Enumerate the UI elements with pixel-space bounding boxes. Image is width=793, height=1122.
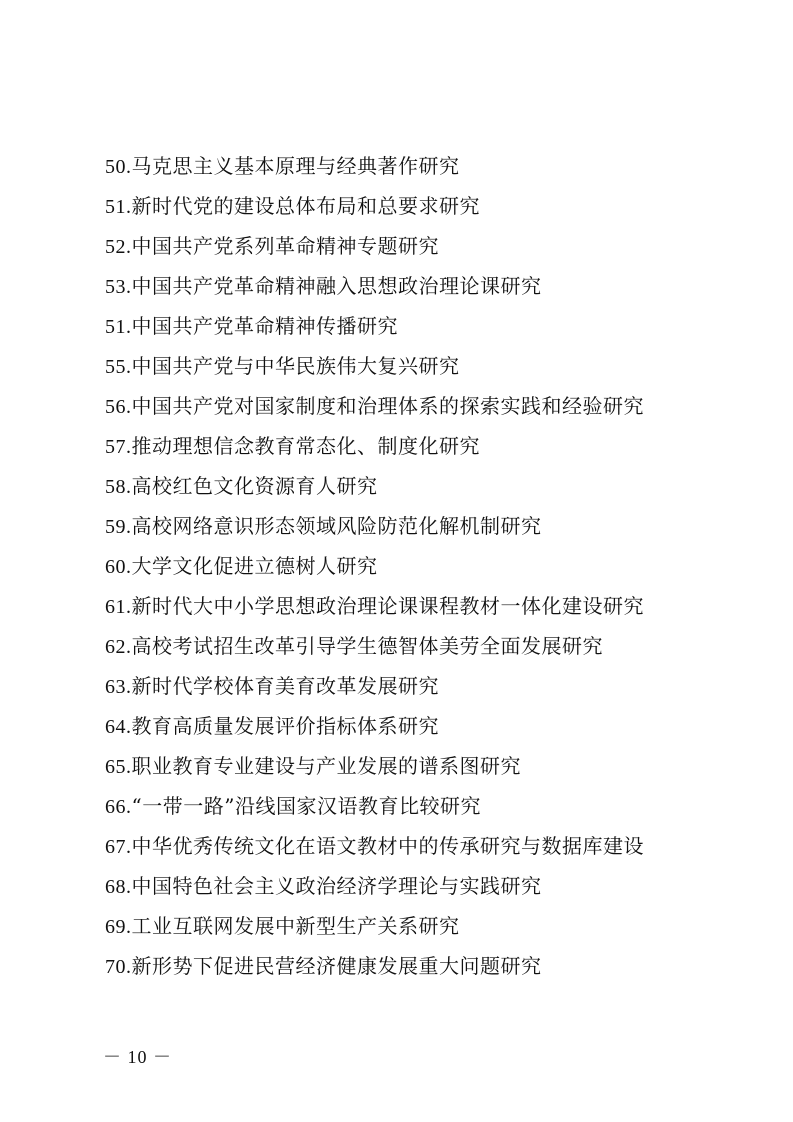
item-number: 62. [105,636,132,658]
list-item [105,626,725,666]
item-text: 中华优秀传统文化在语文教材中的传承研究与数据库建设 [131,834,644,858]
item-number: 64. [105,716,132,738]
list-item [105,746,725,786]
item-number: 61. [105,596,132,618]
list-item [105,306,725,346]
list-item [105,346,725,386]
item-number: 59. [105,516,132,538]
item-number: 63. [105,676,132,698]
page-number: － 10 － [103,1047,172,1067]
item-number: 60. [105,556,132,578]
list-item [105,186,725,226]
item-text: 高校网络意识形态领域风险防范化解机制研究 [131,514,542,538]
list-item [105,826,725,866]
item-number: 70. [105,956,132,978]
item-number: 68. [105,876,132,898]
list-item [105,426,725,466]
item-text: 中国特色社会主义政治经济学理论与实践研究 [131,874,542,898]
item-number: 53. [105,276,132,298]
list-item [105,586,725,626]
list-item [105,386,725,426]
item-number: 66. [105,796,132,818]
item-number: 50. [105,156,132,178]
list-item [105,666,725,706]
item-text: 新时代党的建设总体布局和总要求研究 [131,194,480,218]
item-number: 55. [105,356,132,378]
item-text: 中国共产党革命精神融入思想政治理论课研究 [131,274,542,298]
item-text: 高校红色文化资源育人研究 [131,474,378,498]
list-item [105,506,725,546]
item-text: 中国共产党革命精神传播研究 [131,314,398,338]
item-text: 高校考试招生改革引导学生德智体美劳全面发展研究 [131,634,603,658]
item-text: 职业教育专业建设与产业发展的谱系图研究 [131,754,521,778]
list-item [105,866,725,906]
item-text: 工业互联网发展中新型生产关系研究 [131,914,460,938]
list-item [105,546,725,586]
item-text: 马克思主义基本原理与经典著作研究 [131,154,460,178]
item-text: 中国共产党系列革命精神专题研究 [131,234,439,258]
item-number: 51. [105,316,132,338]
item-number: 67. [105,836,132,858]
item-number: 69. [105,916,132,938]
item-text: 新时代学校体育美育改革发展研究 [131,674,439,698]
item-text: 中国共产党与中华民族伟大复兴研究 [131,354,460,378]
item-number: 52. [105,236,132,258]
list-item [105,706,725,746]
item-text: 推动理想信念教育常态化、制度化研究 [131,434,480,458]
item-number: 58. [105,476,132,498]
list-item [105,146,725,186]
item-text: 大学文化促进立德树人研究 [131,554,378,578]
topic-list [105,146,725,986]
list-item [105,226,725,266]
list-item [105,786,725,826]
list-item [105,266,725,306]
list-item [105,466,725,506]
item-number: 51. [105,196,132,218]
item-number: 56. [105,396,132,418]
item-number: 57. [105,436,132,458]
item-number: 65. [105,756,132,778]
item-text: 教育高质量发展评价指标体系研究 [131,714,439,738]
item-text: 新形势下促进民营经济健康发展重大问题研究 [131,954,542,978]
item-text: “一带一路”沿线国家汉语教育比较研究 [131,794,481,818]
list-item [105,946,725,986]
list-item [105,906,725,946]
item-text: 中国共产党对国家制度和治理体系的探索实践和经验研究 [131,394,644,418]
item-text: 新时代大中小学思想政治理论课课程教材一体化建设研究 [131,594,644,618]
